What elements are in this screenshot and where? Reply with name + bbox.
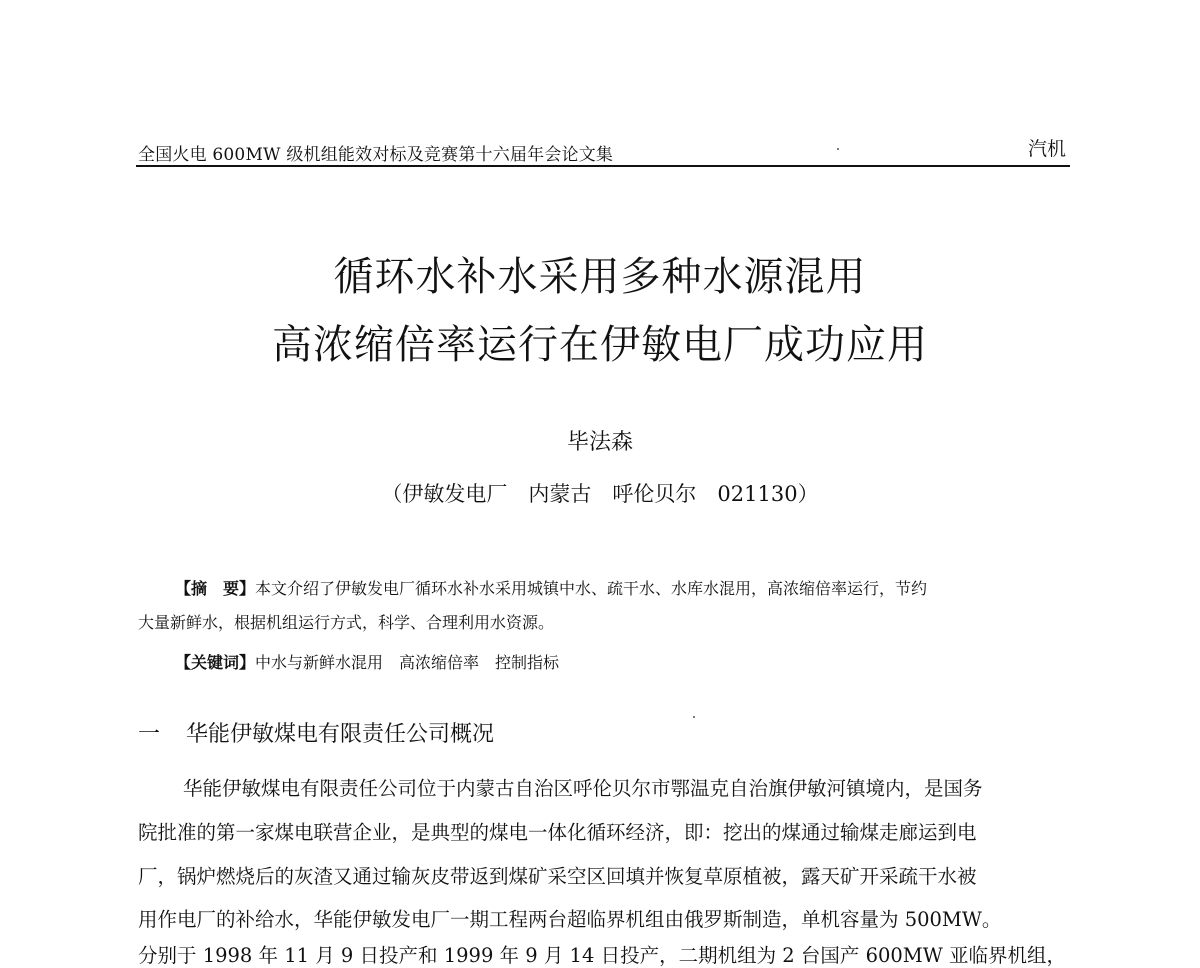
abstract-label: 【摘 要】 (175, 579, 256, 598)
body-line-1: 华能伊敏煤电有限责任公司位于内蒙古自治区呼伦贝尔市鄂温克自治旗伊敏河镇境内，是国务 (183, 777, 983, 800)
scan-speck-2 (693, 716, 695, 718)
header-rule (136, 165, 1070, 167)
abstract-line-1 (175, 576, 927, 599)
running-header-title: 全国火电 600MW 级机组能效对标及竞赛第十六届年会论文集 (138, 145, 614, 165)
keywords-text: 中水与新鲜水混用 高浓缩倍率 控制指标 (255, 653, 560, 672)
keywords-line (175, 650, 559, 673)
paper-title-line-1: 循环水补水采用多种水源混用 (333, 254, 867, 300)
body-line-5: 分别于 1998 年 11 月 9 日投产和 1999 年 9 月 14 日投产，二期机组为 2 台国产 600MW 亚临界机组， (138, 944, 1067, 967)
body-line-3: 厂，锅炉燃烧后的灰渣又通过输灰皮带返到煤矿采空区回填并恢复草原植被，露天矿开采疏干水被 (138, 865, 977, 888)
author-name: 毕法森 (566, 430, 633, 455)
keywords-label: 【关键词】 (175, 653, 256, 672)
section-heading (138, 717, 494, 748)
body-line-4: 用作电厂的补给水，华能伊敏发电厂一期工程两台超临界机组由俄罗斯制造，单机容量为 500MW。 (138, 908, 1002, 931)
paper-title-line-2: 高浓缩倍率运行在伊敏电厂成功应用 (272, 322, 928, 368)
section-number: 一 (138, 722, 161, 747)
running-header-section: 汽机 (1027, 138, 1066, 160)
author-affiliation: （伊敏发电厂 内蒙古 呼伦贝尔 021130） (381, 482, 819, 506)
abstract-line-2: 大量新鲜水，根据机组运行方式，科学、合理利用水资源。 (138, 613, 555, 632)
body-line-2: 院批准的第一家煤电联营企业，是典型的煤电一体化循环经济，即：挖出的煤通过输煤走廊运到电 (138, 821, 977, 844)
scan-speck (837, 148, 839, 150)
abstract-text-1: 本文介绍了伊敏发电厂循环水补水采用城镇中水、疏干水、水库水混用，高浓缩倍率运行，节约 (255, 579, 928, 598)
section-title: 华能伊敏煤电有限责任公司概况 (186, 722, 495, 747)
